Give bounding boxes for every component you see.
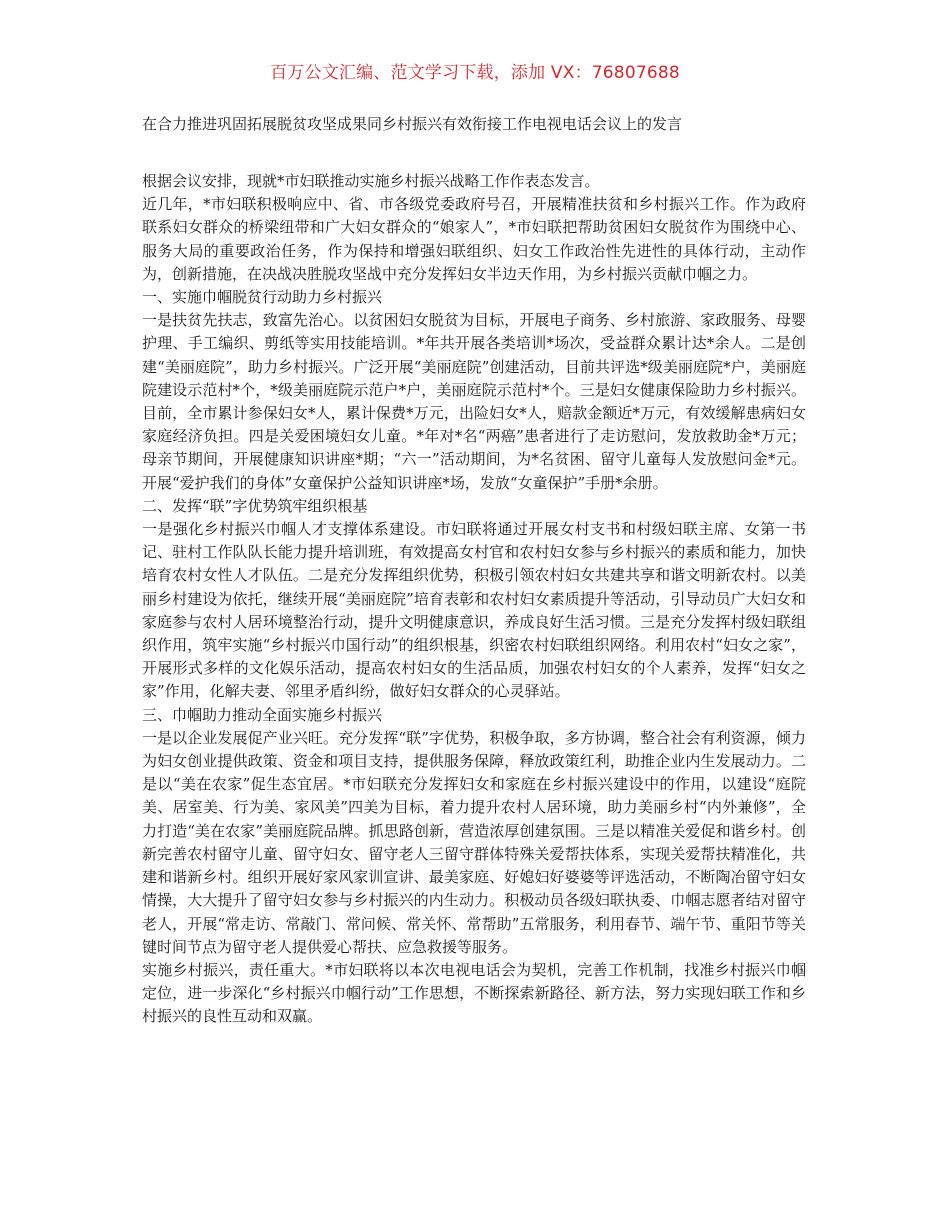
- document-title: 在合力推进巩固拓展脱贫攻坚成果同乡村振兴有效衔接工作电视电话会议上的发言: [142, 115, 683, 133]
- section-body-3: 一是以企业发展促产业兴旺。充分发挥“联”字优势，积极争取，多方协调，整合社会有利资源，倾力为妇女创业提供政策、资金和项目支持，提供服务保障，释放政策红利，助推企业内生发展动力。二是以“美在农家”促生态宜居。*市妇联充分发挥妇女和家庭在乡村振兴建设中的作用，以建设“庭院美、居室美、行为美、家风美”四美为目标，着力提升农村人居环境，助力美丽乡村“内外兼修”，全力打造“美在农家”美丽庭院品牌。抓思路创新，营造浓厚创建氛围。三是以精准关爱促和谐乡村。创新完善农村留守儿童、留守妇女、留守老人三留守群体特殊关爱帮扶体系，实现关爱帮扶精准化，共建和谐新乡村。组织开展好家风家训宣讲、最美家庭、好媳妇好婆婆等评选活动，不断陶冶留守妇女情操，大大提升了留守妇女参与乡村振兴的内生动力。积极动员各级妇联执委、巾帼志愿者结对留守老人，开展“常走访、常敲门、常问候、常关怀、常帮助”五常服务，利用春节、端午节、重阳节等关键时间节点为留守老人提供爱心帮扶、应急救援等服务。: [142, 728, 806, 956]
- paragraph-background: 近几年，*市妇联积极响应中、省、市各级党委政府号召，开展精准扶贫和乡村振兴工作。作为政府联系妇女群众的桥梁纽带和广大妇女群众的“娘家人”，*市妇联把帮助贫困妇女脱贫作为围绕中心、服务大局的重要政治任务，作为保持和增强妇联组织、妇女工作政治性先进性的具体行动，主动作为，创新措施，在决战决胜脱攻坚战中充分发挥妇女半边天作用，为乡村振兴贡献巾帼之力。: [142, 195, 806, 283]
- watermark-banner: 百万公文汇编、范文学习下载，添加 VX：76807688: [270, 63, 680, 83]
- paragraph-conclusion: 实施乡村振兴，责任重大。*市妇联将以本次电视电话会为契机，完善工作机制，找准乡村振兴巾帼定位，进一步深化“乡村振兴巾帼行动”工作思想，不断探索新路径、新方法，努力实现妇联工作和乡村振兴的良性互动和双赢。: [142, 960, 806, 1026]
- section-body-2: 一是强化乡村振兴巾帼人才支撑体系建设。市妇联将通过开展女村支书和村级妇联主席、女第一书记、驻村工作队队长能力提升培训班，有效提高女村官和农村妇女参与乡村振兴的素质和能力，加快培育农村女性人才队伍。二是充分发挥组织优势，积极引领农村妇女共建共享和谐文明新农村。以美丽乡村建设为依托，继续开展“美丽庭院”培育表彰和农村妇女素质提升等活动，引导动员广大妇女和家庭参与农村人居环境整治行动，提升文明健康意识，养成良好生活习惯。三是充分发挥村级妇联组织作用，筑牢实施“乡村振兴巾国行动”的组织根基，织密农村妇联组织网络。利用农村“妇女之家”，开展形式多样的文化娱乐活动，提高农村妇女的生活品质，加强农村妇女的个人素养，发挥“妇女之家”作用，化解夫妻、邻里矛盾纠纷，做好妇女群众的心灵驿站。: [142, 520, 806, 701]
- section-body-1: 一是扶贫先扶志，致富先治心。以贫困妇女脱贫为目标，开展电子商务、乡村旅游、家政服务、母婴护理、手工编织、剪纸等实用技能培训。*年共开展各类培训*场次，受益群众累计达*余人。二是创建“美丽庭院”，助力乡村振兴。广泛开展“美丽庭院”创建活动，目前共评选*级美丽庭院*户，美丽庭院建设示范村*个，*级美丽庭院示范户*户，美丽庭院示范村*个。三是妇女健康保险助力乡村振兴。目前，全市累计参保妇女*人，累计保费*万元，出险妇女*人，赔款金额近*万元，有效缓解患病妇女家庭经济负担。四是关爱困境妇女儿童。*年对*名“两癌”患者进行了走访慰问，发放救助金*万元；母亲节期间，开展健康知识讲座*期；“六一”活动期间，为*名贫困、留守儿童每人发放慰问金*元。开展“爱护我们的身体”女童保护公益知识讲座*场，发放“女童保护”手册*余册。: [142, 311, 806, 492]
- document-body: [142, 170, 806, 1029]
- section-heading-3: 三、巾帼助力推动全面实施乡村振兴: [142, 705, 383, 724]
- paragraph-intro: 根据会议安排，现就*市妇联推动实施乡村振兴战略工作作表态发言。: [142, 172, 600, 190]
- section-heading-1: 一、实施巾帼脱贫行动助力乡村振兴: [142, 288, 383, 307]
- section-heading-2: 二、发挥“联”字优势筑牢组织根基: [142, 496, 368, 515]
